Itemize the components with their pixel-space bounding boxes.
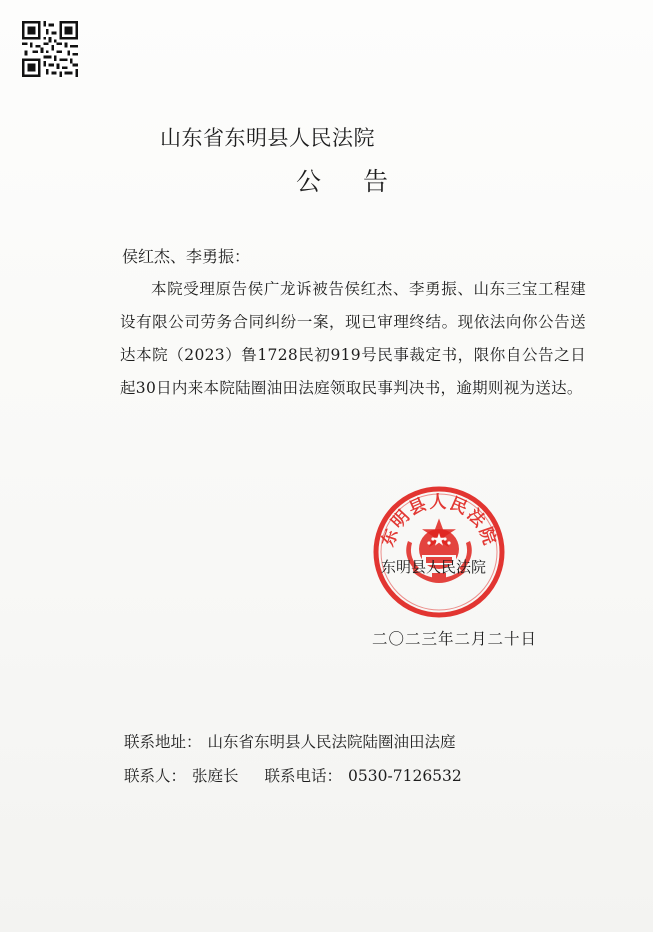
addressee: 侯红杰、李勇振：: [122, 247, 251, 266]
seal-text: 东明县人民法院: [378, 492, 500, 550]
contact-address-row: [124, 730, 456, 752]
notice-body: 本院受理原告侯广龙诉被告侯红杰、李勇振、山东三宝工程建设有限公司劳务合同纠纷一案，现已审理终结。现依法向你公告送达本院（2023）鲁1728民初919号民事裁定书，限你自公告之日起30日内来本院陆圈油田法庭领取民事判决书，逾期则视为送达。: [120, 280, 586, 397]
court-name: 山东省东明县人民法院: [160, 126, 375, 150]
issue-date: 二〇二三年二月二十日: [372, 630, 538, 648]
qr-code-icon: [22, 20, 78, 78]
contact-person-row: [124, 764, 462, 786]
contact-address-label: 联系地址：: [124, 733, 202, 751]
issuer-name: 东明县人民法院: [381, 558, 487, 576]
contact-phone: 0530-7126532: [348, 767, 462, 785]
court-seal-emblem: [372, 485, 506, 619]
page-title: 公告: [296, 167, 431, 196]
contact-address: 山东省东明县人民法院陆圈油田法庭: [207, 733, 456, 751]
contact-phone-label: 联系电话：: [264, 767, 343, 785]
contact-person-label: 联系人：: [124, 767, 187, 785]
contact-person: 张庭长: [192, 767, 239, 785]
